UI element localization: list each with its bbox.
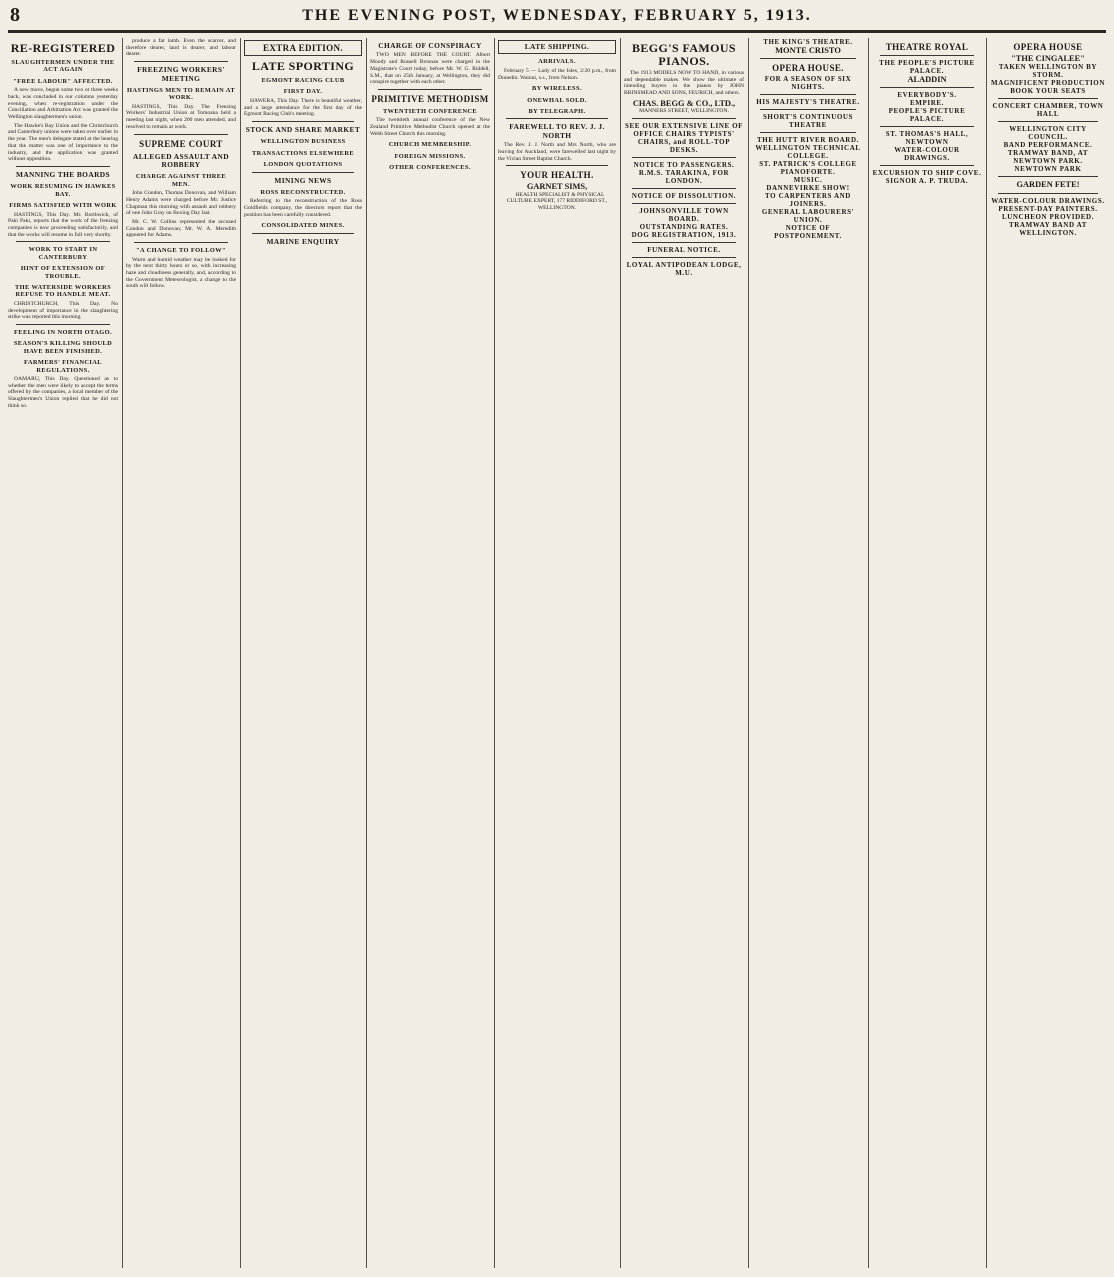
column-5 [498,38,616,1270]
ad-garden-fete: GARDEN FETE! [1016,180,1080,190]
article-paragraph: HASTINGS, This Day. Mr. Borthwick, of Paki Paki, reports that the work of the freezing companies is now proceeding satisfactorily, and that the works will resume in full very shortly. [8,211,118,238]
headline-extra-edition: EXTRA EDITION. [244,40,362,56]
ad-dannevirke-show: DANNEVIRKE SHOW! [766,184,850,193]
notice-postponement: NOTICE OF POSTPONEMENT. [774,224,842,241]
headline-late-sporting: LATE SPORTING [251,59,355,73]
ad-aladdin: ALADDIN [907,75,947,84]
ad-cingalee: "THE CINGALEE" [1011,54,1085,63]
article-paragraph: HASTINGS, This Day. The Freezing Workers' Industrial Union at Tomoana held a meeting last night, when 200 men attended, and resolved to remain at work. [126,103,236,130]
headline-canterbury: WORK TO START IN CANTERBURY [28,246,98,261]
ad-opera-house-2: OPERA HOUSE [1013,42,1083,52]
subhead-membership: CHURCH MEMBERSHIP. [388,141,472,149]
article-paragraph: A new move, begun some two or three weeks back, was concluded in our columns yesterday evening, when re-registration under the Conciliation and Arbitration Act was granted the Wellington slaughtermen's union. [8,87,118,121]
notice-tramway-band: TRAMWAY BAND, AT NEWTOWN PARK. [1007,149,1089,166]
article-paragraph: The Hawke's Bay Union and the Christchurch and Canterbury unions were taken over earlier in the year. The men's delegate stated at the hearing that the matter was one of importance to the industry, and the application was granted without opposition. [8,122,118,163]
headline-primitive-methodism: PRIMITIVE METHODISM [371,93,489,104]
ad-everybodys: EVERYBODY'S. [897,91,957,100]
column-3 [244,38,362,1270]
subhead-killing: SEASON'S KILLING SHOULD HAVE BEEN FINISHED. [13,340,113,355]
subhead-missions: FOREIGN MISSIONS. [394,152,466,160]
ad-taken-by-storm: TAKEN WELLINGTON BY STORM. [998,63,1098,80]
headline-supreme-court: SUPREME COURT [139,138,223,149]
notice-labourers-union: GENERAL LABOURERS' UNION. [761,208,855,225]
subhead-waterside: THE WATERSIDE WORKERS REFUSE TO HANDLE MEAT. [14,284,112,299]
headline-conspiracy: CHARGE OF CONSPIRACY [378,41,482,50]
subhead-free-labour: "FREE LABOUR" AFFECTED. [13,77,113,85]
notice-city-council: WELLINGTON CITY COUNCIL. [1009,125,1087,142]
column-6 [624,38,744,1270]
subhead-financial: FARMERS' FINANCIAL REGULATIONS. [24,359,102,374]
page-title: THE EVENING POST, WEDNESDAY, FEBRUARY 5, 1913. [302,7,812,24]
ad-water-colour: WATER-COLOUR DRAWINGS. [894,146,960,163]
headline-your-health: YOUR HEALTH. [520,170,594,181]
ad-concert-chamber: CONCERT CHAMBER, TOWN HALL [992,102,1104,119]
headline-late-shipping: LATE SHIPPING. [498,40,616,54]
subhead-other-conferences: OTHER CONFERENCES. [389,164,471,172]
subhead-transactions: TRANSACTIONS ELSEWHERE [251,149,355,157]
article-paragraph: The Rev. J. J. North and Mrs North, who are leaving for Auckland, were farewelled last night by the Vivian Street Baptist Church. [498,142,616,162]
subhead-london: LONDON QUOTATIONS [263,161,343,169]
ad-empire: EMPIRE. [910,99,944,108]
ad-monte-cristo: MONTE CRISTO [775,46,841,55]
article-paragraph: John Condon, Thomas Donovan, and William Henry Adams were charged before Mr. Justice Chapman this morning with assault and robbery of one John Gray on Boxing Day last. [126,190,236,217]
subhead-arrivals: ARRIVALS. [538,58,576,66]
notice-funeral: FUNERAL NOTICE. [647,245,721,254]
notice-tarakina: R.M.S. TARAKINA, FOR LONDON. [638,168,730,185]
ad-opera-house: OPERA HOUSE. [772,63,844,74]
ad-office-chairs: SEE OUR EXTENSIVE LINE OF OFFICE CHAIRS TYPISTS' CHAIRS, and ROLL-TOP DESKS. [624,121,744,154]
notice-passengers: NOTICE TO PASSENGERS. [633,160,735,169]
notice-band-performance: BAND PERFORMANCE. [1003,141,1093,150]
notice-technical-college: WELLINGTON TECHNICAL COLLEGE. [755,144,861,161]
ad-his-majestys: HIS MAJESTY'S THEATRE. [756,98,860,107]
article-paragraph: HAWERA, This Day. There is beautiful weather, and a large attendance for the first day of the Egmont Racing Club's meeting. [244,97,362,118]
notice-hutt-river: THE HUTT RIVER BOARD. [757,136,859,145]
subhead-wireless: BY WIRELESS. [532,85,582,93]
article-paragraph: The twentieth annual conference of the New Zealand Primitive Methodist Church opened at the Webb Street Church this morning. [370,117,490,137]
notice-music: MUSIC. [793,176,823,185]
masthead-rule [8,32,1106,33]
notice-dissolution: NOTICE OF DISSOLUTION. [631,191,737,200]
headline-reregistered: RE-REGISTERED [10,41,116,55]
column-9 [990,38,1106,1270]
masthead [8,4,1106,32]
article-paragraph: OAMARU, This Day. Questioned as to whether the men were likely to accept the terms offered by the companies, a local member of the Slaughtermen's Union replied that he did not think so. [8,375,118,409]
notice-johnsonville: JOHNSONVILLE TOWN BOARD. [639,206,729,223]
ad-signor-truda: SIGNOR A. P. TRUDA. [885,177,969,186]
column-2 [126,38,236,1270]
subhead-wellington-business: WELLINGTON BUSINESS [260,138,346,146]
ad-chas-begg: CHAS. BEGG & CO., LTD., [632,98,736,108]
ad-st-thomas-hall: ST. THOMAS'S HALL, NEWTOWN [885,130,969,147]
article-paragraph: Mr. C. W. Collins represented the accused Condon and Donovan; Mr. W. A. Meredith appeared for Adams. [126,218,236,239]
ad-paragraph: The 1913 MODELS NOW TO HAND, in various and dependable makes. We show the ultimate of intending buyers in the pianos by JOHN BRINSMEAD AND SONS, FEURICH, and others. [624,70,744,97]
column-7 [752,38,864,1270]
subhead-egmont: EGMONT RACING CLUB [261,77,345,84]
notice-dog-registration: DOG REGISTRATION, 1913. [631,230,737,239]
ad-peoples-picture-palace: PEOPLE'S PICTURE PALACE. [888,107,966,124]
headline-marine-enquiry: MARINE ENQUIRY [266,236,340,246]
subhead-conference: TWENTIETH CONFERENCE [382,107,478,115]
ad-beggs-pianos: BEGG'S FAMOUS PIANOS. [632,41,736,68]
subhead-extension: HINT OF EXTENSION OF TROUBLE. [20,265,106,280]
ad-six-nights: FOR A SEASON OF SIX NIGHTS. [764,75,852,92]
column-8 [872,38,982,1270]
subhead-slaughtermen: SLAUGHTERMEN UNDER THE ACT AGAIN [11,59,115,74]
notice-pianoforte: PIANOFORTE. [780,168,836,177]
ad-theatre-royal: THEATRE ROYAL [885,42,969,52]
notice-st-patricks: ST. PATRICK'S COLLEGE [759,160,857,169]
subhead-hastings: HASTINGS MEN TO REMAIN AT WORK. [126,86,235,102]
subhead-three-men: CHARGE AGAINST THREE MEN. [135,173,227,188]
article-paragraph: Referring to the reconstruction of the Ross Goldfields company, the directors report that the position has been carefully considered. [244,198,362,218]
ad-book-seats: BOOK YOUR SEATS [1010,87,1086,96]
subhead-consolidated: CONSOLIDATED MINES. [261,222,345,230]
ad-ship-cove: EXCURSION TO SHIP COVE. [872,169,982,178]
ad-chas-begg-address: MANNERS STREET, WELLINGTON. [639,108,729,115]
notice-lodge: LOYAL ANTIPODEAN LODGE, M.U. [626,260,742,277]
ad-picture-palace: THE PEOPLE'S PICTURE PALACE. [879,59,975,75]
column-4 [370,38,490,1270]
ad-garnet-sims-text: HEALTH SPECIALIST & PHYSICAL CULTURE EXPERT, 177 RIDDIFORD ST., WELLINGTON. [506,191,608,212]
ad-magnificent: MAGNIFICENT PRODUCTION [991,79,1105,88]
subhead-assault: ALLEGED ASSAULT AND ROBBERY [133,151,229,169]
ad-kings-theatre: THE KING'S THEATRE. [763,38,853,46]
headline-freezing-workers: FREEZING WORKERS' MEETING [137,65,225,83]
subhead-firms-satisfied: FIRMS SATISFIED WITH WORK [9,202,117,210]
headline-change: "A CHANGE TO FOLLOW" [136,247,226,255]
article-paragraph: TWO MEN BEFORE THE COURT. Albert Moody and Russell Brosnan were charged in the Magistrate's Court today, before Mr. W. G. Riddell, S.M., that on 25th January, at Wellington, they did conspire together with each other. [370,52,490,86]
headline-stock-market: STOCK AND SHARE MARKET [245,124,361,134]
headline-manning-boards: MANNING THE BOARDS [15,169,111,179]
column-1 [8,38,118,1270]
notice-tramway-band-2: TRAMWAY BAND AT WELLINGTON. [1009,220,1087,237]
notice-outstanding-rates: OUTSTANDING RATES. [639,222,729,231]
ad-shorts-theatre: SHORT'S CONTINUOUS THEATRE [762,113,854,130]
article-paragraph: produce a fat lamb. Even the scarcer, and therefore dearer, land is dearer, and labour dearer. [126,38,236,58]
headline-farewell: FAREWELL TO REV. J. J. NORTH [509,122,605,140]
notice-newtown-park: NEWTOWN PARK [1014,165,1082,174]
subhead-telegraph: BY TELEGRAPH. [528,108,586,116]
ad-garnet-sims: GARNET SIMS, [526,182,588,192]
ad-luncheon: LUNCHEON PROVIDED. [1001,212,1095,221]
article-paragraph: CHRISTCHURCH, This Day. No development of importance in the slaughtering strike was reported this morning. [8,300,118,321]
subhead-onewhal: ONEWHAL SOLD. [527,96,587,104]
headline-mining-news: MINING NEWS [274,175,332,185]
subhead-first-day: FIRST DAY. [283,88,323,96]
ad-present-day-painters: PRESENT-DAY PAINTERS. [998,204,1098,213]
notice-carpenters: TO CARPENTERS AND JOINERS. [765,192,851,209]
subhead-hawkes-bay: WORK RESUMING IN HAWKES BAY. [10,183,116,198]
ad-water-colour-2: WATER-COLOUR DRAWINGS. [991,196,1105,205]
subhead-ross: ROSS RECONSTRUCTED. [260,188,346,196]
headline-north-otago: FEELING IN NORTH OTAGO. [14,328,112,336]
article-paragraph: Warm and humid weather may be looked for by the next thirty hours or so, with increasing haze and cloudiness generally, and, according to the Government Meteorologist, a change to the south will follow. [126,256,236,290]
page-number: 8 [10,4,20,26]
article-paragraph: February 5 — Lady of the Isles, 2:20 p.m., from Dunedin. Wainui, s.s., from Nelson. [498,67,616,81]
